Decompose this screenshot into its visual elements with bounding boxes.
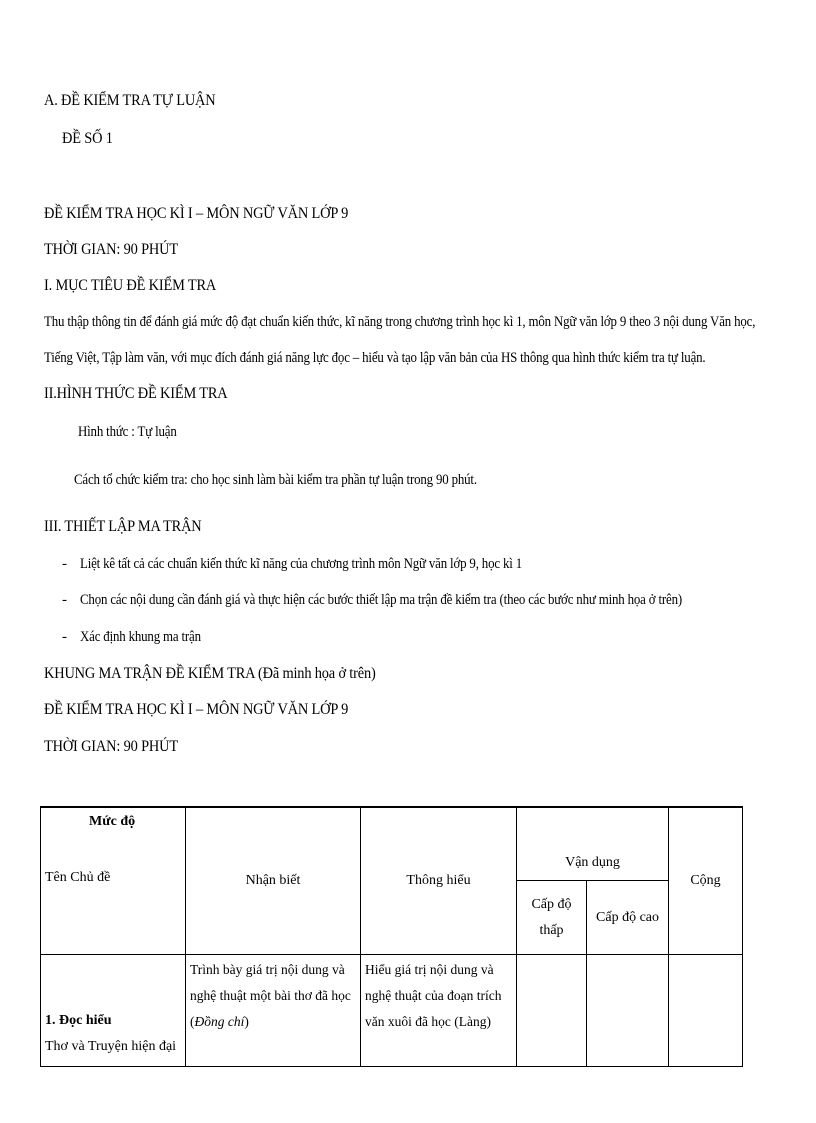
- matrix-title: KHUNG MA TRẬN ĐỀ KIỂM TRA (Đã minh họa ở trên): [44, 665, 376, 682]
- section1-paragraph-line2: Tiếng Việt, Tập làm văn, với mục đích đánh giá năng lực đọc – hiểu và tạo lập văn bản của HS thông qua hình thức kiểm tra tự luận.: [44, 350, 706, 366]
- matrix-exam-time: THỜI GIAN: 90 PHÚT: [44, 738, 178, 755]
- matrix-exam-title: ĐỀ KIỂM TRA HỌC KÌ I – MÔN NGỮ VĂN LỚP 9: [44, 701, 349, 718]
- nb-line-2: nghệ thuật một bài thơ đã học: [190, 988, 351, 1003]
- cong-cell: [669, 955, 743, 1067]
- section3-heading: III. THIẾT LẬP MA TRẬN: [44, 518, 202, 535]
- thong-hieu-cell: [361, 955, 517, 1067]
- section1-paragraph-line1: Thu thập thông tin để đánh giá mức độ đạt chuẩn kiến thức, kĩ năng trong chương trình học kì 1, môn Ngữ văn lớp 9 theo 3 nội dung Văn học,: [44, 314, 756, 330]
- th-line-2: nghệ thuật của đoạn trích: [365, 988, 502, 1003]
- bullet-item-3: Xác định khung ma trận: [80, 629, 201, 645]
- cap-do-thap-line2: thấp: [539, 922, 564, 938]
- corner-bottom-label: Tên Chủ đề: [45, 870, 111, 885]
- header-cong: Cộng: [669, 807, 743, 955]
- bullet-item-2: Chọn các nội dung cần đánh giá và thực hiện các bước thiết lập ma trận đề kiểm tra (theo các bước như minh họa ở trên): [80, 592, 682, 608]
- cap-do-cao-cell: [587, 955, 669, 1067]
- header-van-dung: Vận dụng: [517, 807, 669, 881]
- nb-poem-title: Đồng chí: [194, 1014, 245, 1029]
- corner-header-cell: [41, 807, 186, 955]
- bullet-dash: -: [62, 592, 67, 608]
- header-nhan-biet: Nhận biết: [186, 807, 361, 955]
- th-line-1: Hiểu giá trị nội dung và: [365, 962, 494, 977]
- section2-heading: II.HÌNH THỨC ĐỀ KIỂM TRA: [44, 385, 228, 402]
- topic-cell: [41, 955, 186, 1067]
- cap-do-thap-cell: [517, 955, 587, 1067]
- table-top-border: [40, 806, 742, 808]
- section1-heading: I. MỤC TIÊU ĐỀ KIỂM TRA: [44, 277, 217, 294]
- nb-line-3: (Đồng chí): [190, 1014, 249, 1029]
- header-thong-hieu: Thông hiểu: [361, 807, 517, 955]
- section2-form: Hình thức : Tự luận: [78, 424, 177, 440]
- section2-method: Cách tổ chức kiểm tra: cho học sinh làm bài kiểm tra phần tự luận trong 90 phút.: [74, 472, 477, 488]
- section-a-title: A. ĐỀ KIỂM TRA TỰ LUẬN: [44, 92, 216, 109]
- cap-do-thap-line1: Cấp độ: [531, 896, 572, 912]
- nb-line-1: Trình bày giá trị nội dung và: [190, 962, 345, 977]
- corner-top-label: Mức độ: [89, 814, 136, 829]
- bullet-dash: -: [62, 556, 67, 572]
- header-cap-do-cao: Cấp độ cao: [587, 881, 669, 955]
- exam-title: ĐỀ KIỂM TRA HỌC KÌ I – MÔN NGỮ VĂN LỚP 9: [44, 205, 349, 222]
- bullet-item-1: Liệt kê tất cả các chuẩn kiến thức kĩ năng của chương trình môn Ngữ văn lớp 9, học kì 1: [80, 556, 522, 572]
- bullet-dash: -: [62, 629, 67, 645]
- header-cap-do-thap: [517, 881, 587, 955]
- topic-title: 1. Đọc hiểu: [45, 1013, 112, 1028]
- exam-time: THỜI GIAN: 90 PHÚT: [44, 241, 178, 258]
- topic-subtitle: Thơ và Truyện hiện đại: [45, 1039, 177, 1054]
- nhan-biet-cell: [186, 955, 361, 1067]
- th-line-3: văn xuôi đã học (Làng): [365, 1014, 491, 1029]
- matrix-table: [40, 806, 743, 1067]
- exam-number: ĐỀ SỐ 1: [62, 130, 113, 147]
